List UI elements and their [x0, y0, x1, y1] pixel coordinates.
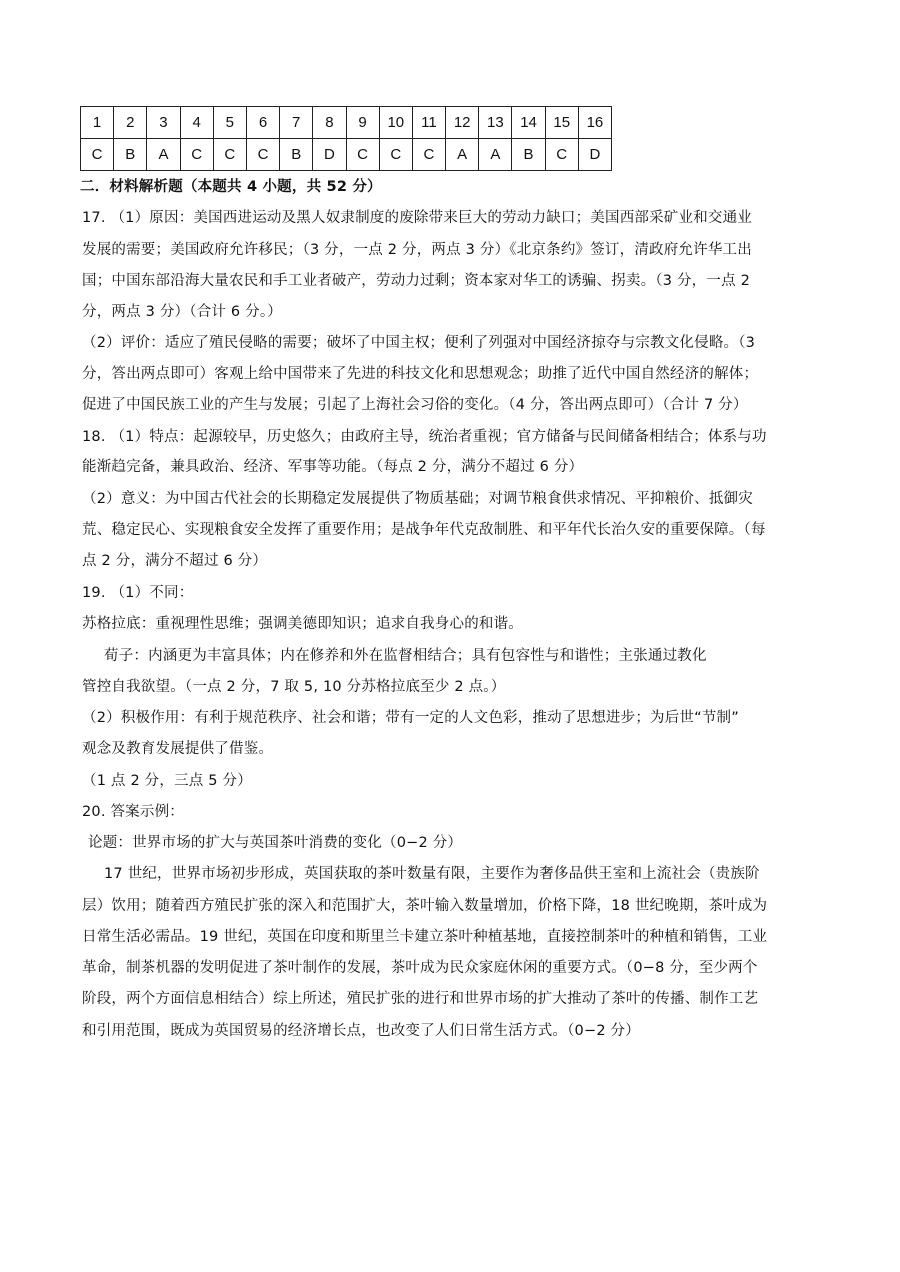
answer-letter: B	[114, 139, 147, 171]
text-line: 荀子：内涵更为丰富具体；内在修养和外在监督相结合；具有包容性与和谐性；主张通过教化	[104, 648, 707, 664]
text-line: （2）意义：为中国古代社会的长期稳定发展提供了物质基础；对调节粮食供求情况、平抑粮价、抵御灾	[82, 491, 753, 507]
answer-letter: B	[280, 139, 313, 171]
text-line: 层）饮用；随着西方殖民扩张的深入和范围扩大，茶叶输入数量增加，价格下降，18 世纪晚期，茶叶成为	[82, 898, 768, 914]
question-number: 2	[114, 107, 147, 139]
answer-letter: A	[446, 139, 479, 171]
question-number-row	[81, 107, 612, 139]
text-line: 管控自我欲望。（一点 2 分，7 取 5, 10 分苏格拉底至少 2 点。）	[82, 679, 506, 695]
question-number: 3	[147, 107, 180, 139]
question-number: 11	[412, 107, 445, 139]
question-number: 7	[280, 107, 313, 139]
answer-letter: B	[512, 139, 545, 171]
question-number: 10	[379, 107, 412, 139]
text-line: （2）评价：适应了殖民侵略的需要；破坏了中国主权；便利了列强对中国经济掠夺与宗教文化侵略。（3	[82, 335, 756, 351]
answer-letter: C	[412, 139, 445, 171]
text-line: 19. （1）不同：	[82, 585, 194, 601]
question-number: 6	[246, 107, 279, 139]
text-line: 阶段，两个方面信息相结合）综上所述，殖民扩张的进行和世界市场的扩大推动了茶叶的传播、制作工艺	[82, 991, 759, 1007]
question-number: 13	[479, 107, 512, 139]
answer-letter: C	[213, 139, 246, 171]
answer-letter: C	[545, 139, 578, 171]
answer-letter: C	[180, 139, 213, 171]
text-line: 点 2 分，满分不超过 6 分）	[82, 553, 268, 569]
answer-letter: A	[479, 139, 512, 171]
question-number: 8	[313, 107, 346, 139]
text-line: 20. 答案示例：	[82, 804, 184, 820]
answer-letter: D	[578, 139, 611, 171]
text-line: 发展的需要；美国政府允许移民；（3 分，一点 2 分，两点 3 分）《北京条约》签订，清政府允许华工出	[82, 242, 752, 258]
text-line: 分，两点 3 分）（合计 6 分。）	[82, 304, 282, 320]
text-line: （2）积极作用：有利于规范秩序、社会和谐；带有一定的人文色彩，推动了思想进步；为后世“节制”	[82, 710, 739, 726]
text-line: 17 世纪，世界市场初步形成，英国获取的茶叶数量有限，主要作为奢侈品供王室和上流社会（贵族阶	[104, 866, 760, 882]
text-line: 18. （1）特点：起源较早，历史悠久；由政府主导，统治者重视；官方储备与民间储备相结合；体系与功	[82, 429, 767, 445]
question-number: 16	[578, 107, 611, 139]
text-line: 能渐趋完备，兼具政治、经济、军事等功能。（每点 2 分，满分不超过 6 分）	[82, 459, 584, 475]
question-number: 9	[346, 107, 379, 139]
text-line: （1 点 2 分，三点 5 分）	[82, 773, 252, 789]
question-number: 4	[180, 107, 213, 139]
answer-letter: D	[313, 139, 346, 171]
answer-letter: A	[147, 139, 180, 171]
answer-letter: C	[81, 139, 114, 171]
answer-letter: C	[346, 139, 379, 171]
text-line: 论题：世界市场的扩大与英国茶叶消费的变化（0−2 分）	[88, 835, 463, 851]
text-line: 分，答出两点即可）客观上给中国带来了先进的科技文化和思想观念；助推了近代中国自然经济的解体；	[82, 366, 759, 382]
text-line: 日常生活必需品。19 世纪，英国在印度和斯里兰卡建立茶叶种植基地，直接控制茶叶的种植和销售，工业	[82, 929, 768, 945]
text-line: 荒、稳定民心、实现粮食安全发挥了重要作用；是战争年代克敌制胜、和平年代长治久安的重要保障。（每	[82, 522, 766, 538]
section-heading: 二．材料解析题（本题共 4 小题，共 52 分）	[80, 179, 382, 195]
text-line: 革命，制茶机器的发明促进了茶叶制作的发展，茶叶成为民众家庭休闲的重要方式。（0−8 分，至少两个	[82, 960, 758, 976]
text-line: 促进了中国民族工业的产生与发展；引起了上海社会习俗的变化。（4 分，答出两点即可）（合计 7 分）	[82, 397, 748, 413]
text-line: 17. （1）原因：美国西进运动及黑人奴隶制度的废除带来巨大的劳动力缺口；美国西部采矿业和交通业	[82, 210, 752, 226]
answer-letter: C	[246, 139, 279, 171]
question-number: 5	[213, 107, 246, 139]
answer-letter: C	[379, 139, 412, 171]
answer-letter-row	[81, 139, 612, 171]
text-line: 国；中国东部沿海大量农民和手工业者破产，劳动力过剩；资本家对华工的诱骗、拐卖。（3 分，一点 2	[82, 273, 751, 289]
text-line: 和引用范围，既成为英国贸易的经济增长点，也改变了人们日常生活方式。（0−2 分）	[82, 1023, 640, 1039]
question-number: 1	[81, 107, 114, 139]
text-line: 苏格拉底：重视理性思维；强调美德即知识；追求自我身心的和谐。	[82, 616, 523, 632]
answer-table	[80, 106, 612, 171]
text-line: 观念及教育发展提供了借鉴。	[82, 741, 274, 757]
question-number: 12	[446, 107, 479, 139]
question-number: 14	[512, 107, 545, 139]
question-number: 15	[545, 107, 578, 139]
